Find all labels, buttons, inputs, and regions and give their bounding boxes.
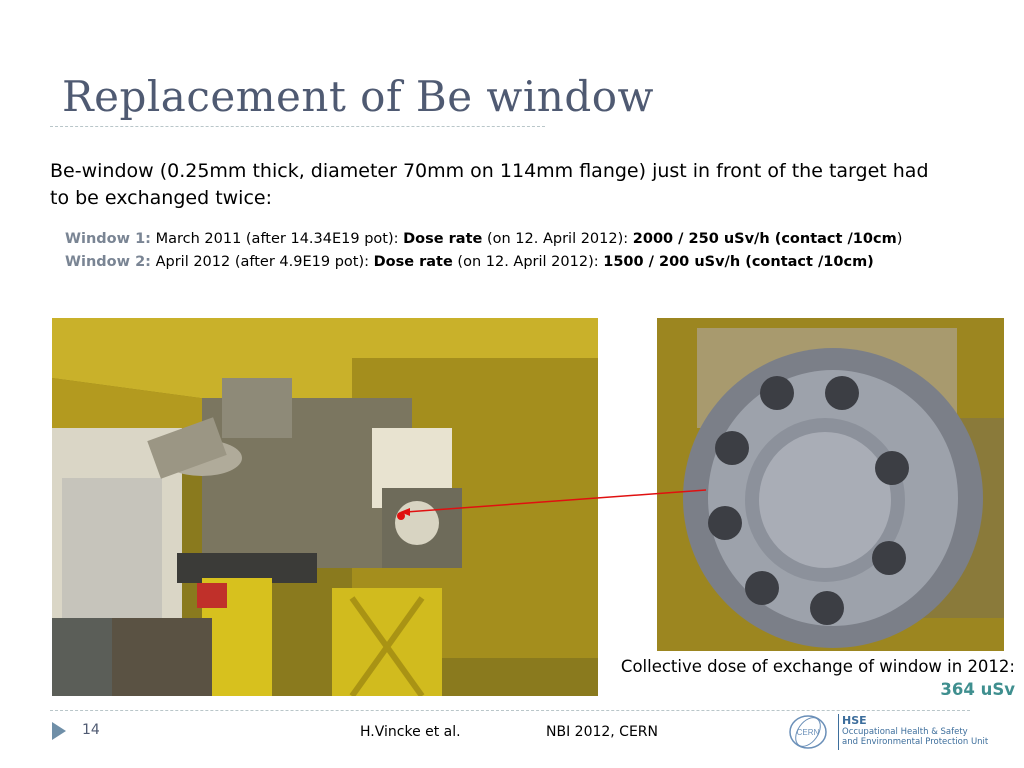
window-2-dose-value: 1500 / 200 uSv/h (contact /10cm) (603, 254, 874, 270)
footer-divider (50, 710, 970, 711)
intro-text: Be-window (0.25mm thick, diameter 70mm on 114mm flange) just in front of the target had to be exchanged twice: (50, 160, 929, 209)
caption-text: Collective dose of exchange of window in 2012: (620, 657, 1015, 676)
window-1-label: Window 1: (65, 231, 151, 247)
window-2-dose-label: Dose rate (373, 254, 453, 270)
window-2-dose-date: (on 12. April 2012): (452, 254, 604, 270)
window-1-dose-value: 2000 / 250 uSv/h (contact /10cm (632, 231, 897, 247)
caption-value: 364 uSv (940, 680, 1015, 699)
triangle-bullet-icon (52, 722, 66, 744)
collective-dose-caption (600, 655, 1015, 701)
cern-logo-text: CERN (796, 728, 820, 737)
window-1-text: March 2011 (after 14.34E19 pot): (150, 231, 404, 247)
hse-line-2: and Environmental Protection Unit (842, 737, 989, 747)
window-2-text: April 2012 (after 4.9E19 pot): (150, 254, 374, 270)
slide-title: Replacement of Be window (62, 72, 654, 121)
cern-logo (786, 712, 830, 756)
window-1-dose-tail: ) (896, 231, 903, 247)
hse-title: HSE (842, 714, 867, 727)
hse-line-1: Occupational Health & Safety (842, 727, 968, 737)
hse-separator (838, 714, 839, 750)
window-1-dose-label: Dose rate (403, 231, 483, 247)
footer-conference: NBI 2012, CERN (546, 724, 659, 740)
footer-author: H.Vincke et al. (360, 724, 461, 740)
hse-unit-logo (842, 714, 992, 747)
window-1-dose-date: (on 12. April 2012): (482, 231, 633, 247)
slide-number: 14 (82, 722, 100, 738)
window-2-label: Window 2: (65, 254, 151, 270)
